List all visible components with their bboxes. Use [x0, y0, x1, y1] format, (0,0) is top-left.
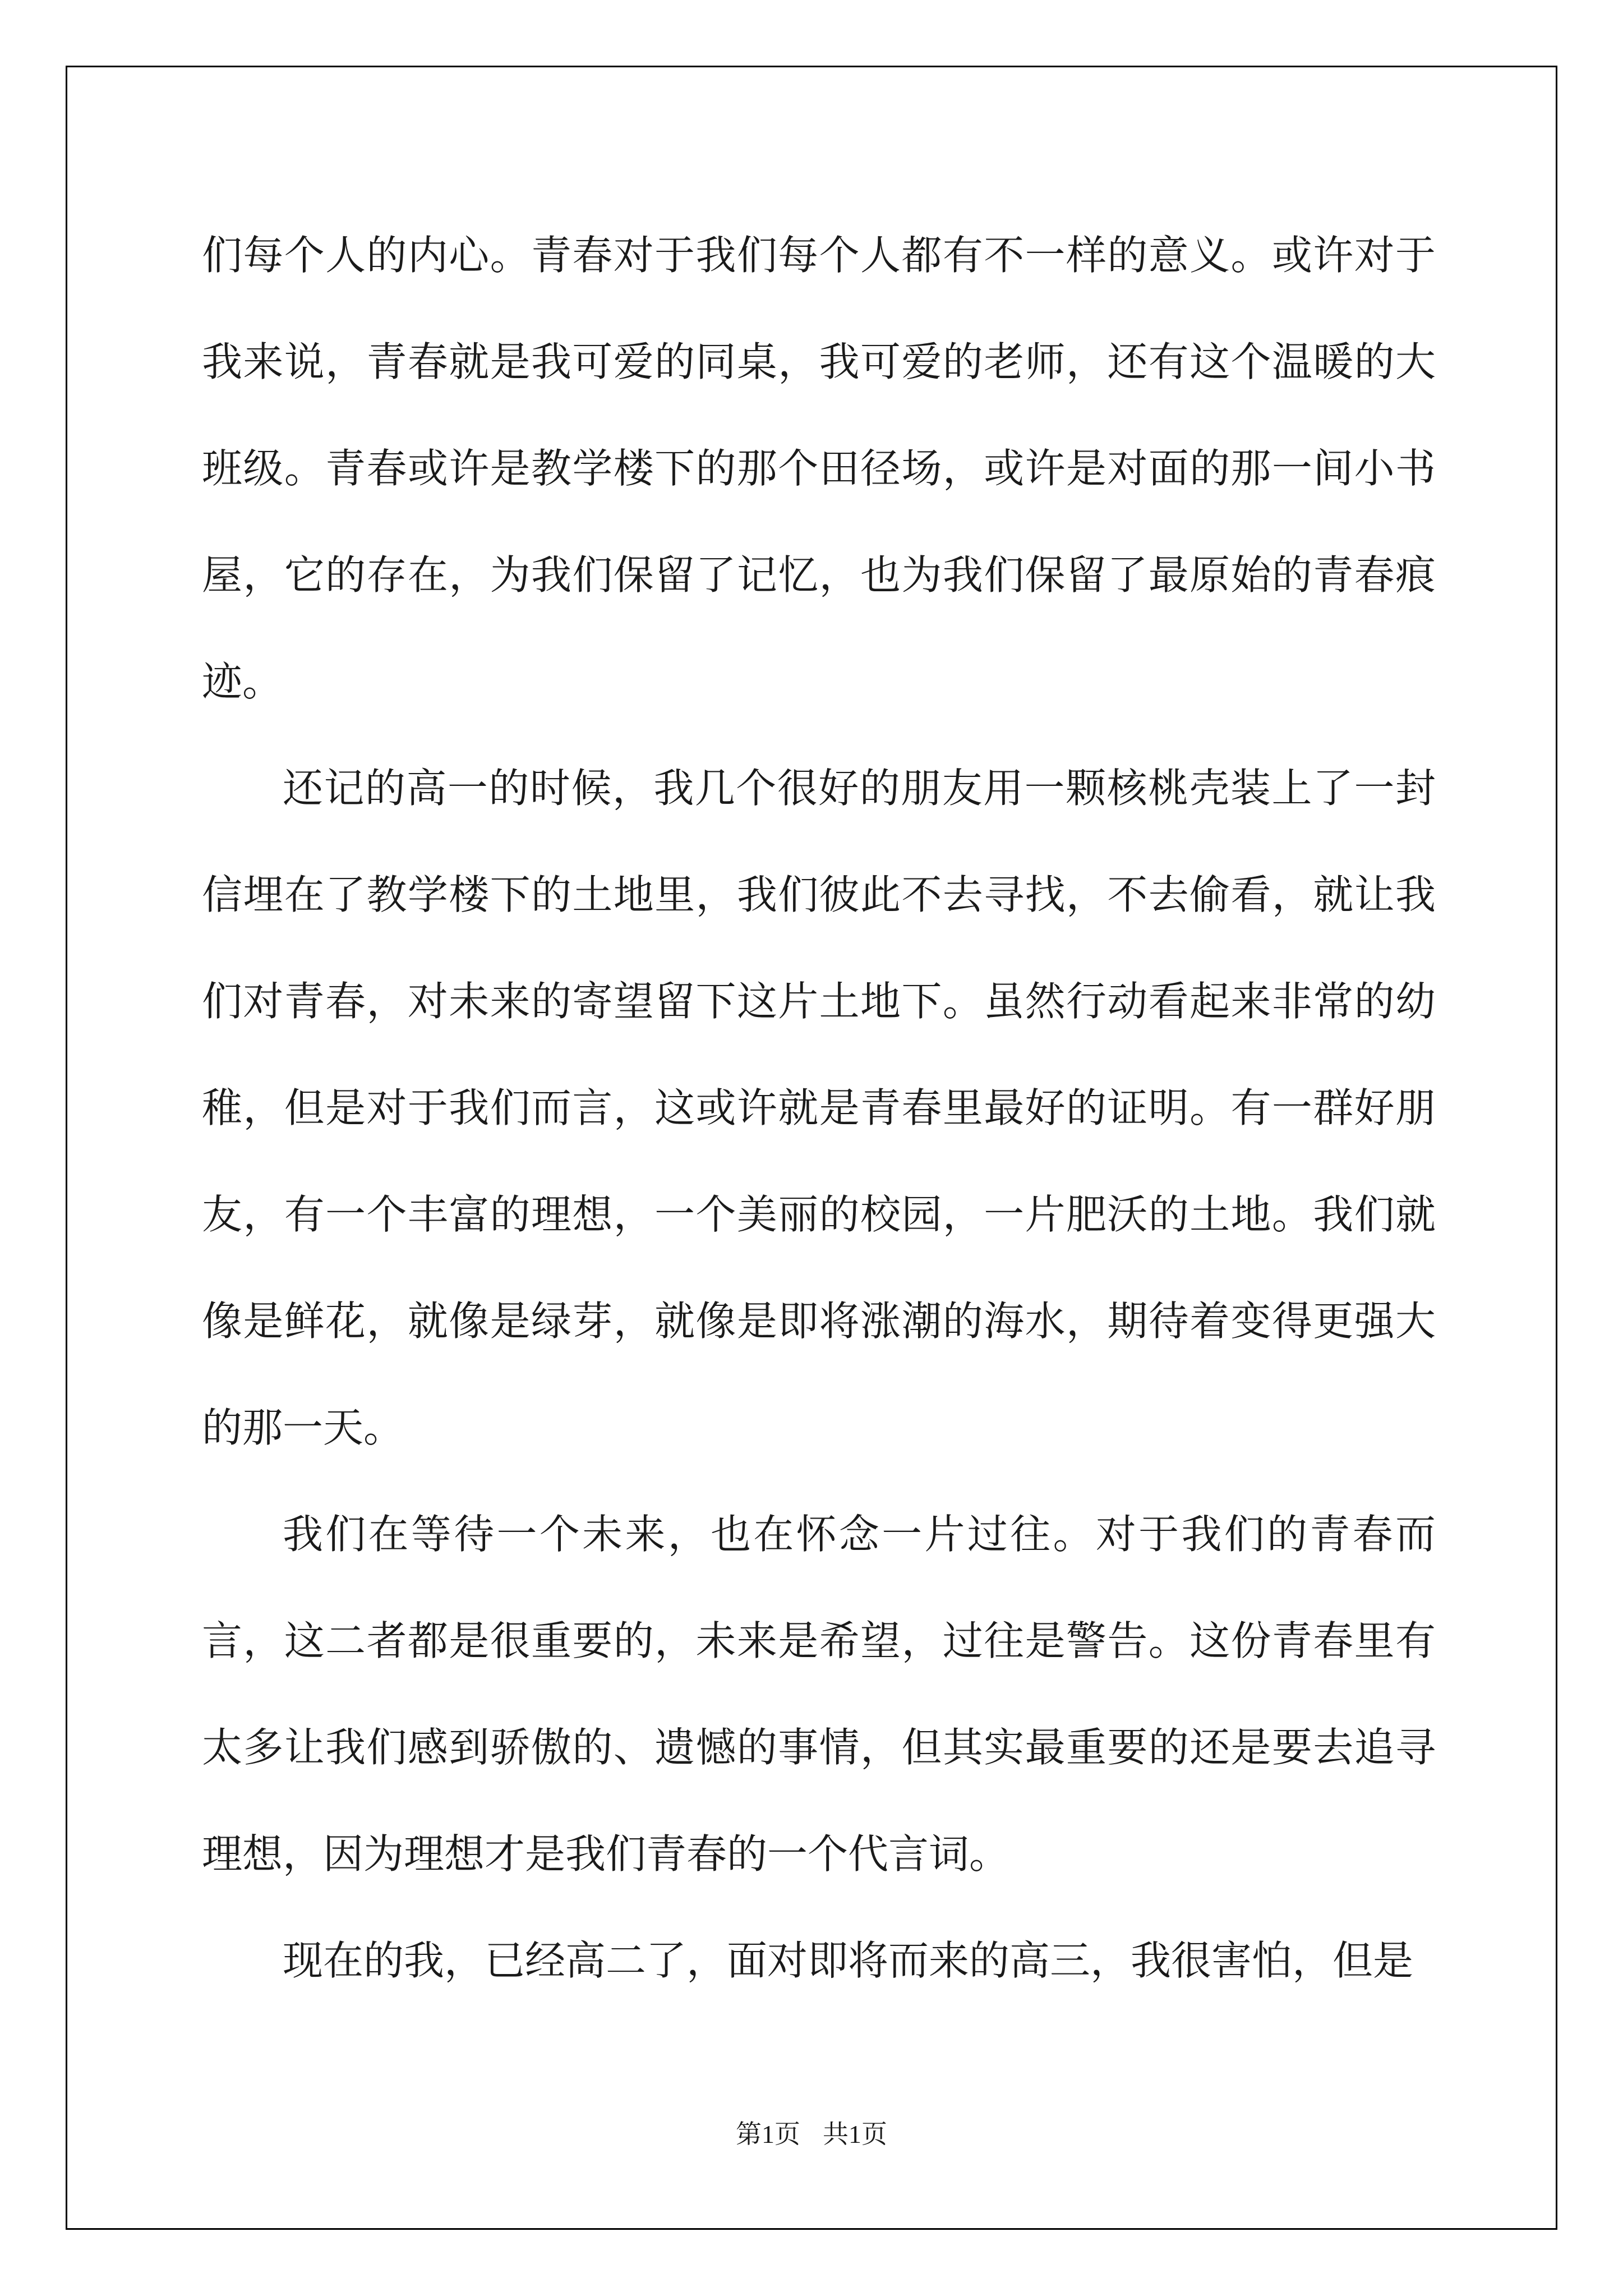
document-body	[202, 202, 1436, 2014]
paragraph-4: 现在的我，已经高二了，面对即将而来的高三，我很害怕，但是	[283, 1937, 1414, 1984]
paragraph-2: 还记的高一的时候，我几个很好的朋友用一颗核桃壳装上了一封信埋在了教学楼下的土地里，我们彼此不去寻找，不去偷看，就让我们对青春，对未来的寄望留下这片土地下。虽然行动看起来非常的幼稚，但是对于我们而言，这或许就是青春里最好的证明。有一群好朋友，有一个丰富的理想，一个美丽的校园，一片肥沃的土地。我们就像是鲜花，就像是绿芽，就像是即将涨潮的海水，期待着变得更强大的那一天。	[202, 765, 1436, 1451]
paragraph-3: 我们在等待一个未来，也在怀念一片过往。对于我们的青春而言，这二者都是很重要的，未来是希望，过往是警告。这份青春里有太多让我们感到骄傲的、遗憾的事情，但其实最重要的还是要去追寻理想，因为理想才是我们青春的一个代言词。	[202, 1511, 1436, 1878]
page-footer	[0, 2114, 1623, 2151]
page-number-current: 第1页	[736, 2120, 800, 2148]
page-number-total: 共1页	[823, 2120, 887, 2148]
paragraph-1: 们每个人的内心。青春对于我们每个人都有不一样的意义。或许对于我来说，青春就是我可爱的同桌，我可爱的老师，还有这个温暖的大班级。青春或许是教学楼下的那个田径场，或许是对面的那一间小书屋，它的存在，为我们保留了记忆，也为我们保留了最原始的青春痕迹。	[202, 232, 1436, 705]
